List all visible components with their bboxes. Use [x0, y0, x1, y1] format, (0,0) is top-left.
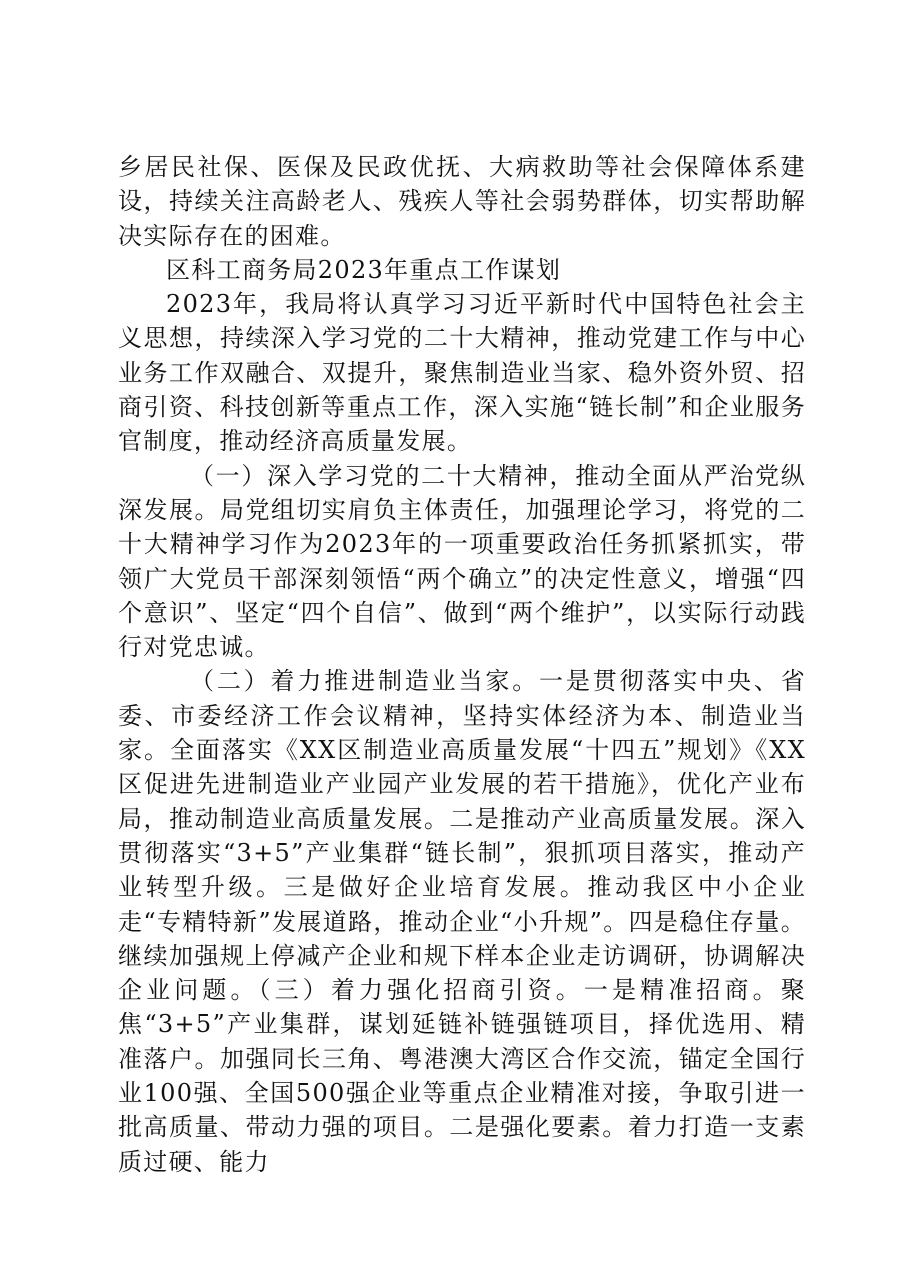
paragraph-item-two: （二）着力推进制造业当家。一是贯彻落实中央、省委、市委经济工作会议精神，坚持实体经济为本、制造业当家。全面落实《XX区制造业高质量发展“十四五”规划》《XX区促进先进制造业产业园产业发展的若干措施》，优化产业布局，推动制造业高质量发展。二是推动产业高质量发展。深入贯彻落实“3+5”产业集群“链长制”，狠抓项目落实，推动产业转型升级。三是做好企业培育发展。推动我区中小企业走“专精特新”发展道路，推动企业“小升规”。四是稳住存量。继续加强规上停减产企业和规下样本企业走访调研，协调解决企业问题。（三）着力强化招商引资。一是精准招商。聚焦“3+5”产业集群，谋划延链补链强链项目，择优选用、精准落户。加强同长三角、粤港澳大湾区合作交流，锚定全国行业100强、全国500强企业等重点企业精准对接，争取引进一批高质量、带动力强的项目。二是强化要素。着力打造一支素质过硬、能力	[118, 667, 806, 1176]
section-heading: 区科工商务局2023年重点工作谋划	[166, 255, 562, 284]
paragraph-social-security: 乡居民社保、医保及民政优抚、大病救助等社会保障体系建设，持续关注高龄老人、残疾人等社会弱势群体，切实帮助解决实际存在的困难。	[118, 153, 806, 250]
paragraph-intro-2023: 2023年，我局将认真学习习近平新时代中国特色社会主义思想，持续深入学习党的二十大精神，推动党建工作与中心业务工作双融合、双提升，聚焦制造业当家、稳外资外贸、招商引资、科技创新等重点工作，深入实施“链长制”和企业服务官制度，推动经济高质量发展。	[118, 290, 806, 456]
document-body	[118, 150, 806, 1179]
paragraph-item-one: （一）深入学习党的二十大精神，推动全面从严治党纵深发展。局党组切实肩负主体责任，加强理论学习，将党的二十大精神学习作为2023年的一项重要政治任务抓紧抓实，带领广大党员干部深刻领悟“两个确立”的决定性意义，增强“四个意识”、坚定“四个自信”、做到“两个维护”，以实际行动践行对党忠诚。	[118, 461, 806, 662]
